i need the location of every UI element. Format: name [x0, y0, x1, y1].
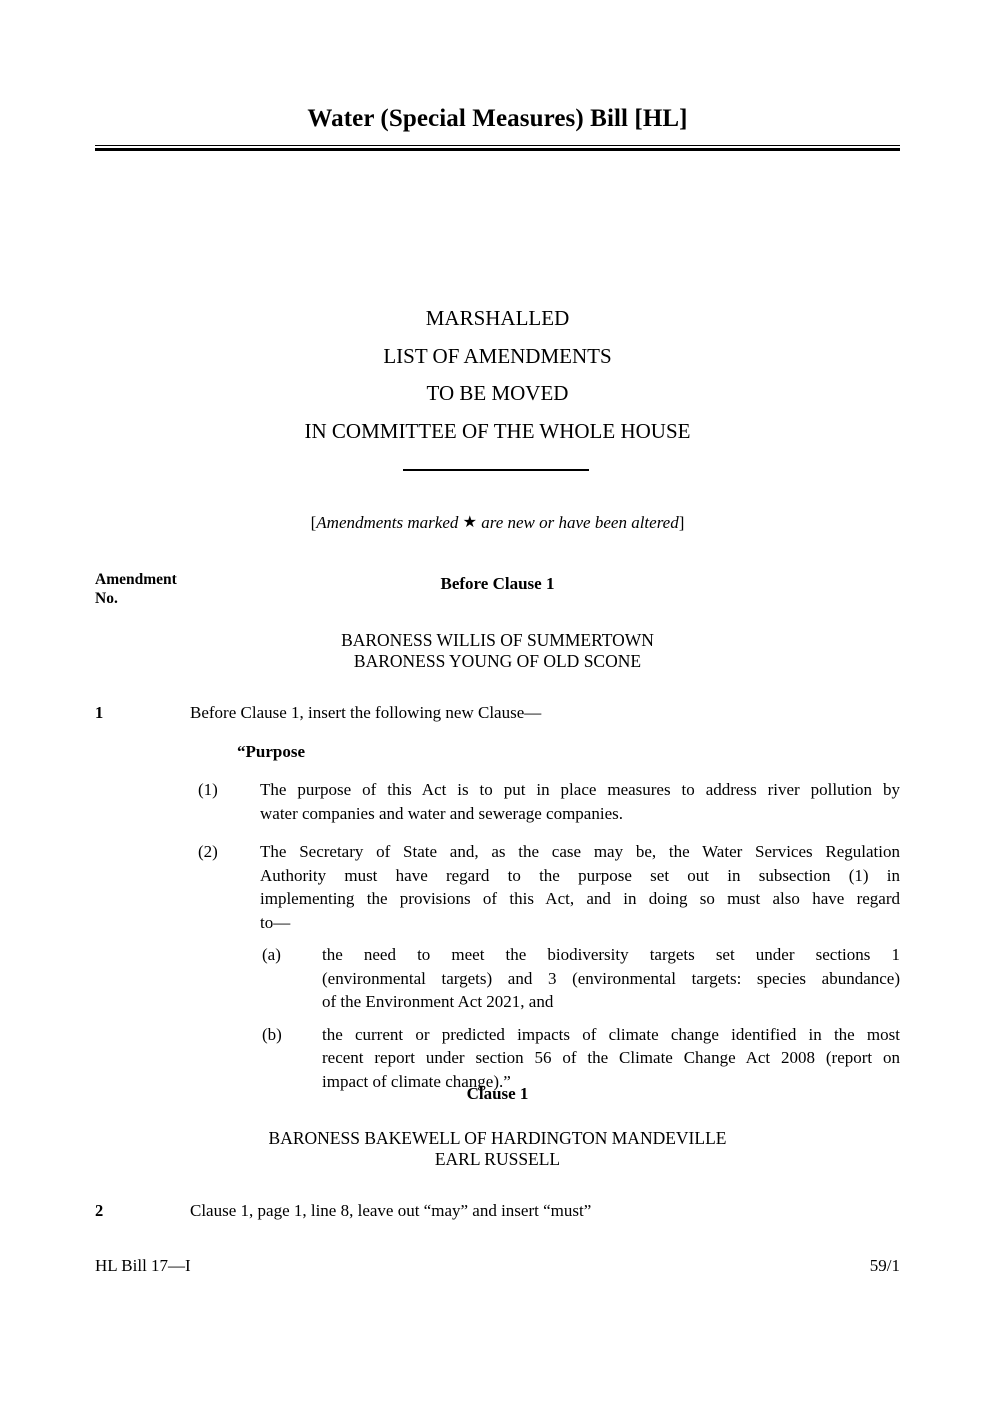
star-icon: ★: [462, 514, 477, 531]
paragraph-line: recent report under section 56 of the Climate Change Act 2008 (report on: [322, 1048, 900, 1067]
lettered-paragraph: [262, 1023, 900, 1094]
amendment-entry: [95, 1200, 900, 1222]
paragraph-line: (environmental targets) and 3 (environmental targets: species abundance): [322, 968, 900, 988]
amendment-number: 1: [95, 703, 104, 722]
sponsor-list-1: [95, 630, 900, 672]
amendment-entry: [95, 702, 900, 1093]
paragraph-marker: (a): [262, 945, 281, 964]
amendment-lead-in: Clause 1, page 1, line 8, leave out “may” and insert “must”: [190, 1201, 592, 1220]
subsection-line: Authority must have regard to the purpose set out in subsection (1) in: [260, 865, 900, 885]
sponsor-name: BARONESS BAKEWELL OF HARDINGTON MANDEVILLE: [268, 1128, 727, 1148]
note-close-bracket: ]: [678, 513, 685, 532]
amendment-lead-in: Before Clause 1, insert the following new Clause—: [190, 703, 542, 722]
sponsor-name: BARONESS YOUNG OF OLD SCONE: [353, 651, 642, 671]
paragraph-marker: (b): [262, 1024, 282, 1044]
heading-line-list: LIST OF AMENDMENTS: [383, 343, 612, 368]
heading-line-to-be-moved: TO BE MOVED: [426, 381, 569, 405]
paragraph-line: impact of climate change).”: [322, 1071, 511, 1091]
subsection-line: water companies and water and sewerage companies.: [260, 803, 623, 823]
paragraph-line: of the Environment Act 2021, and: [322, 992, 554, 1011]
subsection: [198, 840, 900, 934]
note-text-after-star: are new or have been altered: [476, 513, 679, 532]
bill-reference: HL Bill 17—I: [95, 1256, 191, 1275]
amendment-body: [190, 702, 900, 1093]
amendment-body: [190, 1200, 900, 1222]
subsection-marker: (1): [198, 780, 218, 799]
sponsor-name: EARL RUSSELL: [434, 1149, 561, 1169]
paragraph-line: the need to meet the biodiversity targets set under sections 1: [322, 945, 900, 964]
column-label-line-1: Amendment: [95, 571, 177, 588]
sponsor-list-2: [95, 1128, 900, 1170]
column-label-line-2: No.: [95, 590, 118, 607]
note-text-before-star: Amendments marked: [316, 513, 463, 532]
page-footer: [95, 1256, 900, 1276]
page-title: Water (Special Measures) Bill [HL]: [307, 105, 688, 132]
inserted-clause-title: “Purpose: [237, 742, 305, 761]
heading-divider-rule: [0, 469, 991, 487]
subsection-line: The Secretary of State and, as the case may be, the Water Services Regulation: [260, 842, 900, 861]
subsection-line: The purpose of this Act is to put in place measures to address river pollution by: [260, 780, 900, 799]
new-or-altered-note: [95, 512, 900, 533]
marshalled-list-heading: [95, 300, 900, 450]
heading-line-committee: IN COMMITTEE OF THE WHOLE HOUSE: [304, 418, 691, 443]
subsection: [198, 778, 900, 825]
sponsor-name: BARONESS WILLIS OF SUMMERTOWN: [341, 630, 654, 650]
subsection-line: to—: [260, 912, 291, 932]
lettered-paragraph: [262, 943, 900, 1014]
note-open-bracket: [: [310, 513, 317, 532]
amendment-number: 2: [95, 1201, 104, 1220]
subsection-line: implementing the provisions of this Act, and in doing so must also have regard: [260, 889, 900, 908]
heading-line-marshalled: MARSHALLED: [425, 306, 570, 330]
section-heading-before-clause-1: Before Clause 1: [440, 574, 555, 593]
paragraph-line: the current or predicted impacts of climate change identified in the most: [322, 1024, 900, 1044]
page-reference: 59/1: [869, 1256, 900, 1275]
title-double-rule: [95, 145, 900, 152]
section-heading-clause-1: Clause 1: [466, 1084, 529, 1103]
subsection-marker: (2): [198, 842, 218, 861]
